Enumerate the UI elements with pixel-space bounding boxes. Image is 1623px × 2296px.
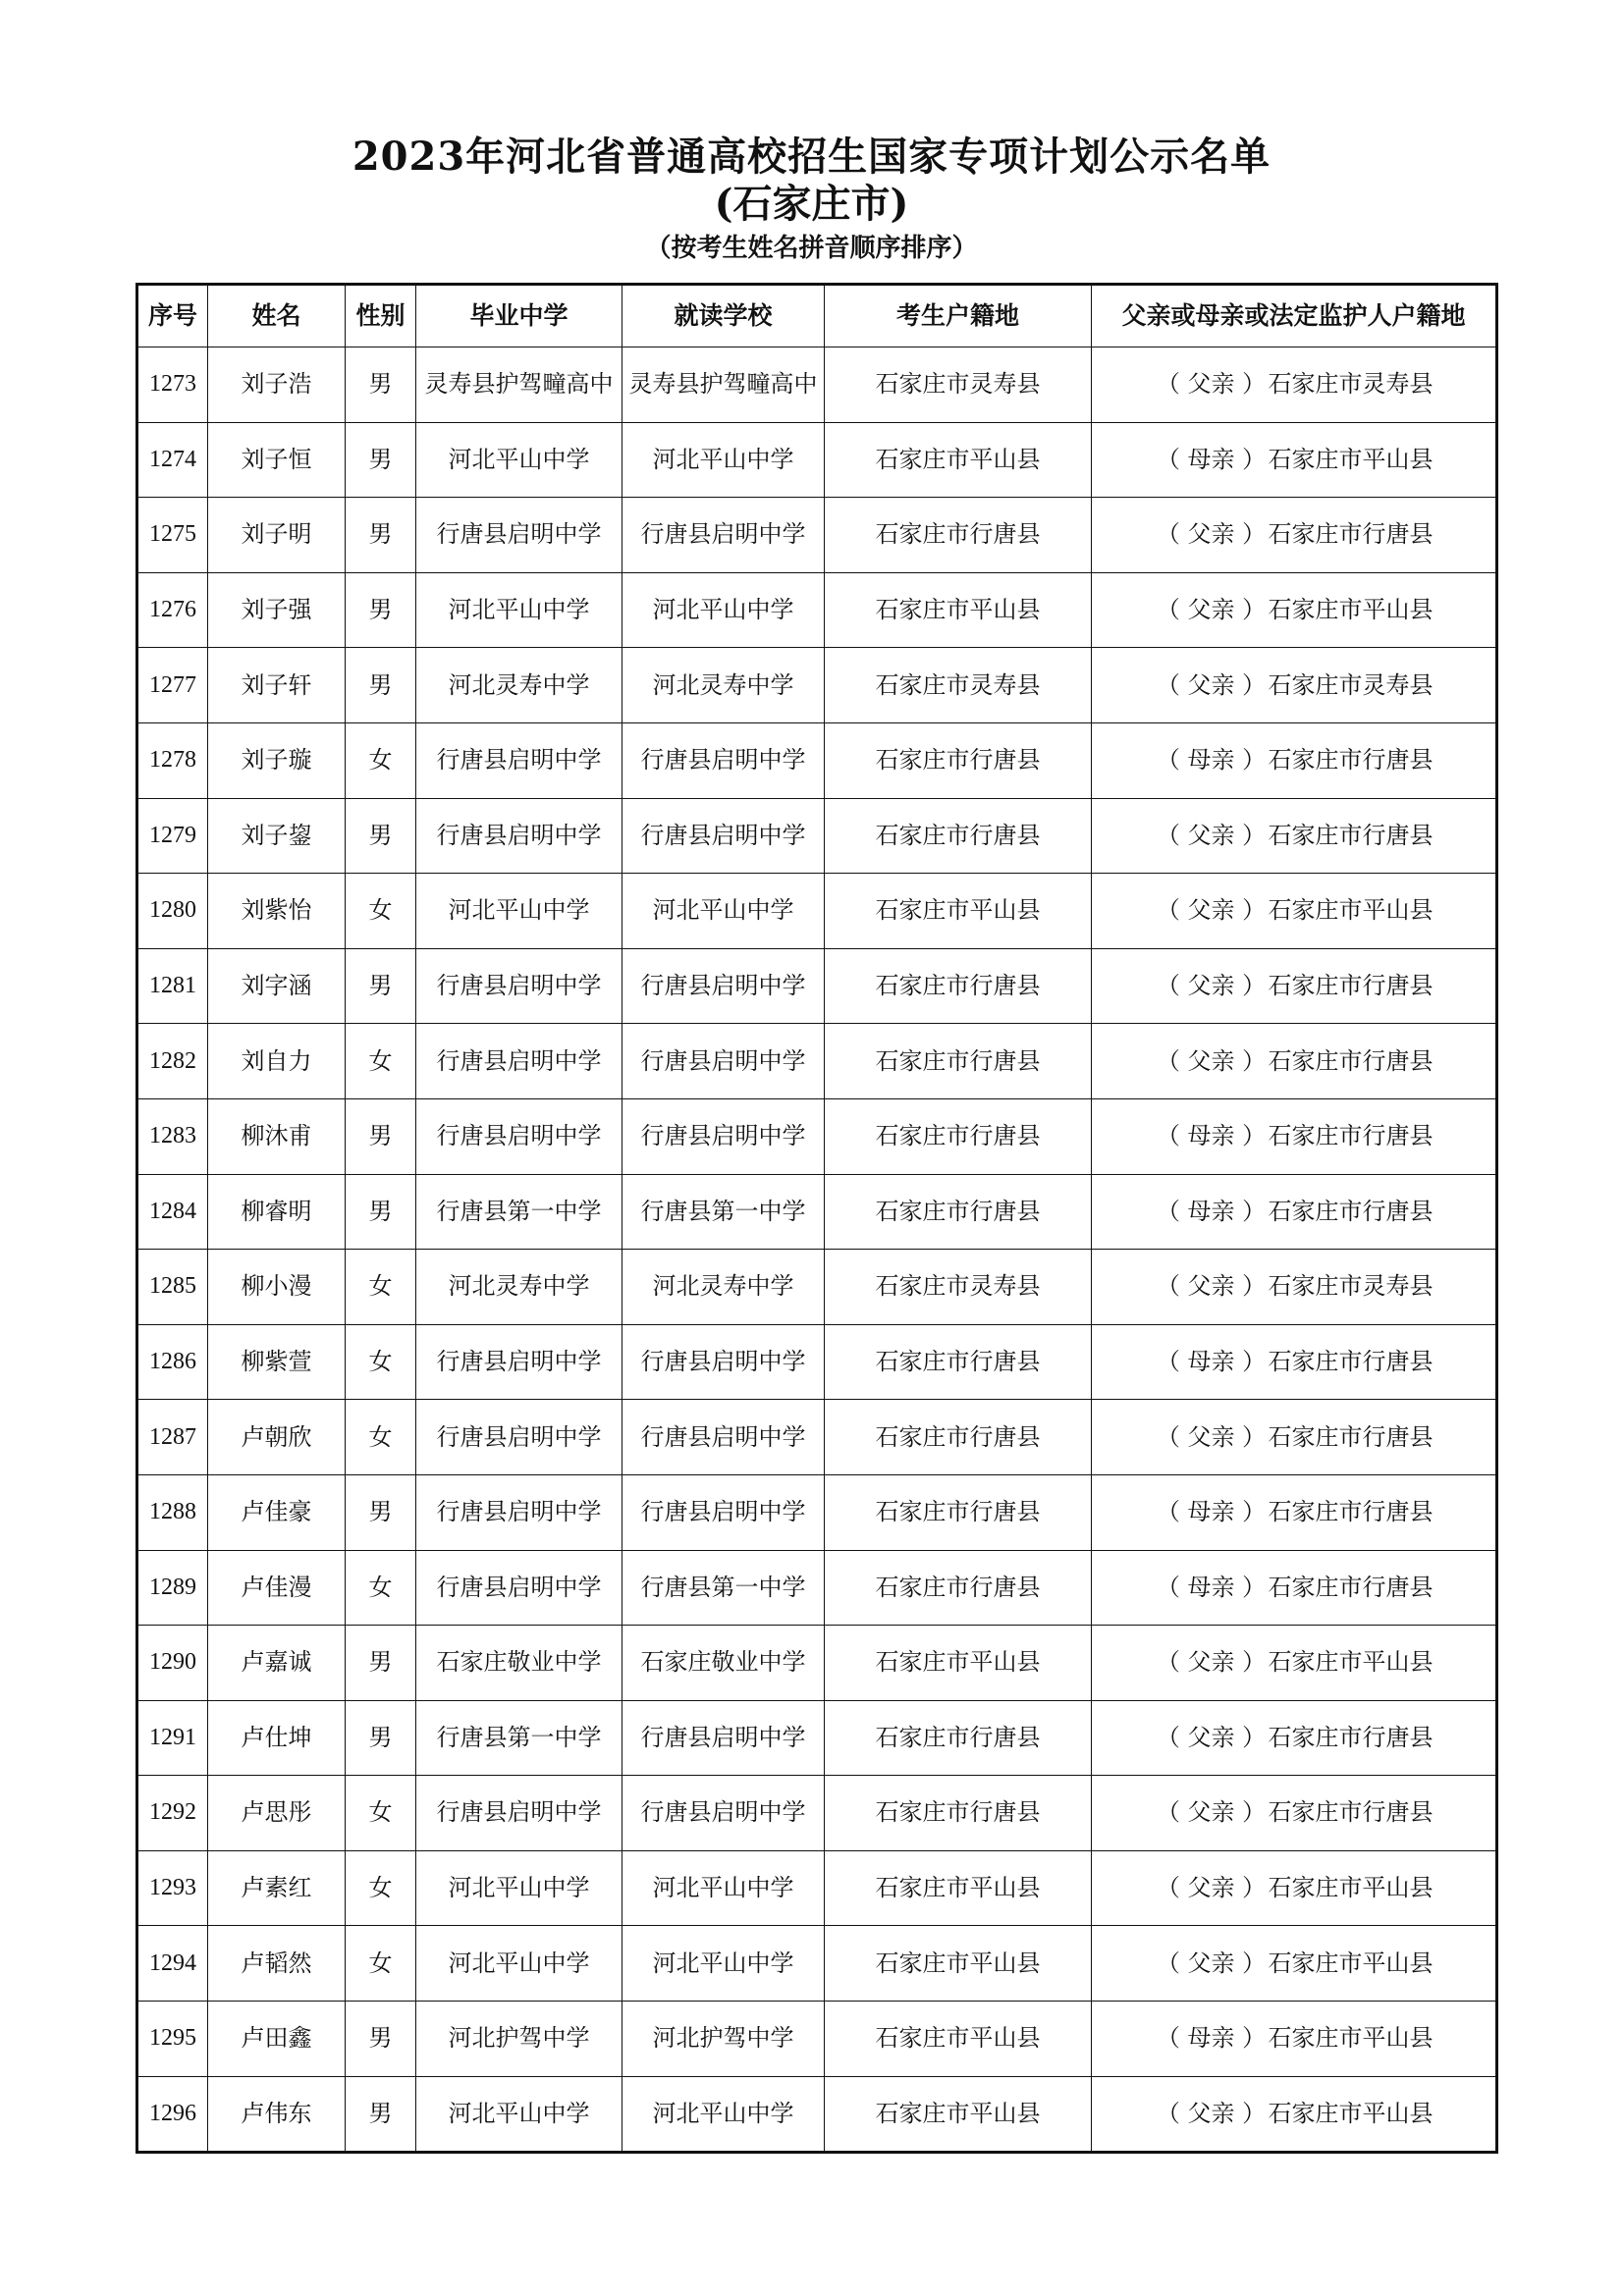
cell-current-school: 河北平山中学: [622, 572, 825, 648]
cell-current-school: 河北平山中学: [622, 1926, 825, 2002]
cell-grad-school: 河北灵寿中学: [416, 648, 622, 723]
cell-name: 卢韬然: [208, 1926, 346, 2002]
column-header-grad-school: 毕业中学: [416, 285, 622, 347]
cell-name: 刘子恒: [208, 422, 346, 498]
document-subtitle-city: (石家庄市): [714, 181, 909, 227]
cell-grad-school: 河北平山中学: [416, 422, 622, 498]
cell-guardian: [1092, 1926, 1497, 2002]
cell-guardian: [1092, 798, 1497, 874]
cell-guardian: [1092, 1776, 1497, 1851]
cell-name: 卢伟东: [208, 2076, 346, 2153]
cell-gender: 男: [346, 1098, 416, 1174]
cell-gender: 男: [346, 347, 416, 423]
cell-gender: 男: [346, 798, 416, 874]
cell-seq: 1280: [137, 874, 208, 949]
cell-current-school: 河北灵寿中学: [622, 648, 825, 723]
table-row: [137, 2076, 1497, 2153]
cell-grad-school: 行唐县第一中学: [416, 1174, 622, 1250]
cell-residence: 石家庄市平山县: [825, 2002, 1092, 2077]
cell-seq: 1273: [137, 347, 208, 423]
cell-guardian: [1092, 1250, 1497, 1325]
table-row: [137, 347, 1497, 423]
guardian-relation: （ 母亲 ）: [1156, 445, 1267, 473]
guardian-relation: （ 父亲 ）: [1156, 1949, 1267, 1977]
guardian-residence: 石家庄市行唐县: [1268, 1197, 1434, 1225]
cell-guardian: [1092, 1474, 1497, 1550]
guardian-residence: 石家庄市灵寿县: [1268, 1272, 1434, 1301]
cell-residence: 石家庄市行唐县: [825, 1550, 1092, 1626]
cell-name: 柳小漫: [208, 1250, 346, 1325]
table-row: [137, 1850, 1497, 1926]
cell-grad-school: 河北平山中学: [416, 1926, 622, 2002]
cell-current-school: 行唐县启明中学: [622, 1474, 825, 1550]
guardian-relation: （ 母亲 ）: [1156, 746, 1267, 774]
cell-guardian: [1092, 1174, 1497, 1250]
cell-seq: 1296: [137, 2076, 208, 2153]
cell-grad-school: 行唐县启明中学: [416, 1098, 622, 1174]
cell-name: 刘字涵: [208, 948, 346, 1024]
table-row: [137, 1174, 1497, 1250]
cell-residence: 石家庄市行唐县: [825, 798, 1092, 874]
guardian-residence: 石家庄市灵寿县: [1268, 670, 1434, 699]
cell-current-school: 行唐县启明中学: [622, 1024, 825, 1099]
cell-guardian: [1092, 722, 1497, 798]
guardian-relation: （ 母亲 ）: [1156, 1498, 1267, 1526]
guardian-relation: （ 父亲 ）: [1156, 370, 1267, 399]
cell-gender: 男: [346, 1700, 416, 1776]
cell-guardian: [1092, 498, 1497, 573]
cell-residence: 石家庄市平山县: [825, 874, 1092, 949]
table-body: [137, 347, 1497, 2153]
cell-seq: 1293: [137, 1850, 208, 1926]
table-row: [137, 1024, 1497, 1099]
cell-gender: 女: [346, 1324, 416, 1400]
cell-guardian: [1092, 572, 1497, 648]
cell-grad-school: 行唐县启明中学: [416, 948, 622, 1024]
cell-current-school: 行唐县启明中学: [622, 1400, 825, 1475]
cell-name: 刘子强: [208, 572, 346, 648]
cell-gender: 女: [346, 874, 416, 949]
cell-seq: 1287: [137, 1400, 208, 1475]
cell-grad-school: 行唐县启明中学: [416, 722, 622, 798]
cell-current-school: 行唐县启明中学: [622, 798, 825, 874]
guardian-relation: （ 父亲 ）: [1156, 821, 1267, 849]
guardian-residence: 石家庄市行唐县: [1268, 1422, 1434, 1451]
cell-seq: 1276: [137, 572, 208, 648]
cell-residence: 石家庄市行唐县: [825, 498, 1092, 573]
cell-grad-school: 行唐县启明中学: [416, 1324, 622, 1400]
cell-guardian: [1092, 1324, 1497, 1400]
cell-residence: 石家庄市行唐县: [825, 722, 1092, 798]
cell-name: 卢佳豪: [208, 1474, 346, 1550]
cell-gender: 男: [346, 648, 416, 723]
cell-current-school: 河北护驾中学: [622, 2002, 825, 2077]
cell-gender: 男: [346, 422, 416, 498]
cell-gender: 女: [346, 1400, 416, 1475]
cell-grad-school: 行唐县启明中学: [416, 1474, 622, 1550]
cell-residence: 石家庄市行唐县: [825, 1776, 1092, 1851]
cell-grad-school: 行唐县启明中学: [416, 1400, 622, 1475]
cell-guardian: [1092, 948, 1497, 1024]
cell-current-school: 行唐县启明中学: [622, 1098, 825, 1174]
cell-residence: 石家庄市平山县: [825, 1926, 1092, 2002]
cell-residence: 石家庄市平山县: [825, 572, 1092, 648]
guardian-residence: 石家庄市行唐县: [1268, 746, 1434, 774]
cell-residence: 石家庄市平山县: [825, 2076, 1092, 2153]
cell-name: 卢素红: [208, 1850, 346, 1926]
guardian-residence: 石家庄市行唐县: [1268, 971, 1434, 999]
table-row: [137, 1550, 1497, 1626]
cell-current-school: 行唐县第一中学: [622, 1174, 825, 1250]
guardian-relation: （ 父亲 ）: [1156, 595, 1267, 623]
cell-current-school: 河北平山中学: [622, 422, 825, 498]
table-row: [137, 1098, 1497, 1174]
guardian-relation: （ 父亲 ）: [1156, 896, 1267, 925]
cell-seq: 1275: [137, 498, 208, 573]
cell-gender: 女: [346, 1850, 416, 1926]
cell-gender: 女: [346, 1776, 416, 1851]
guardian-residence: 石家庄市灵寿县: [1268, 370, 1434, 399]
table-row: [137, 1474, 1497, 1550]
guardian-residence: 石家庄市平山县: [1268, 2024, 1434, 2053]
cell-guardian: [1092, 1850, 1497, 1926]
cell-guardian: [1092, 1626, 1497, 1701]
cell-residence: 石家庄市灵寿县: [825, 347, 1092, 423]
table-row: [137, 798, 1497, 874]
cell-name: 刘自力: [208, 1024, 346, 1099]
cell-gender: 男: [346, 948, 416, 1024]
cell-seq: 1294: [137, 1926, 208, 2002]
cell-grad-school: 河北平山中学: [416, 874, 622, 949]
table-row: [137, 1250, 1497, 1325]
guardian-relation: （ 父亲 ）: [1156, 1272, 1267, 1301]
cell-grad-school: 灵寿县护驾疃高中: [416, 347, 622, 423]
cell-current-school: 河北平山中学: [622, 874, 825, 949]
cell-guardian: [1092, 347, 1497, 423]
table-row: [137, 648, 1497, 723]
cell-residence: 石家庄市行唐县: [825, 1098, 1092, 1174]
cell-current-school: 行唐县启明中学: [622, 948, 825, 1024]
cell-name: 柳沐甫: [208, 1098, 346, 1174]
cell-residence: 石家庄市平山县: [825, 1626, 1092, 1701]
cell-guardian: [1092, 2076, 1497, 2153]
cell-gender: 男: [346, 1174, 416, 1250]
cell-residence: 石家庄市平山县: [825, 422, 1092, 498]
cell-residence: 石家庄市行唐县: [825, 948, 1092, 1024]
cell-name: 刘子鋆: [208, 798, 346, 874]
cell-gender: 男: [346, 1626, 416, 1701]
cell-residence: 石家庄市行唐县: [825, 1024, 1092, 1099]
cell-grad-school: 河北护驾中学: [416, 2002, 622, 2077]
cell-gender: 女: [346, 1024, 416, 1099]
guardian-relation: （ 父亲 ）: [1156, 1874, 1267, 1902]
guardian-residence: 石家庄市行唐县: [1268, 1573, 1434, 1601]
column-header-residence: 考生户籍地: [825, 285, 1092, 347]
cell-grad-school: 行唐县启明中学: [416, 1776, 622, 1851]
guardian-residence: 石家庄市平山县: [1268, 1874, 1434, 1902]
guardian-residence: 石家庄市平山县: [1268, 2099, 1434, 2127]
cell-residence: 石家庄市行唐县: [825, 1400, 1092, 1475]
cell-guardian: [1092, 1700, 1497, 1776]
cell-seq: 1290: [137, 1626, 208, 1701]
cell-current-school: 行唐县启明中学: [622, 1776, 825, 1851]
cell-guardian: [1092, 1024, 1497, 1099]
table-row: [137, 572, 1497, 648]
guardian-relation: （ 父亲 ）: [1156, 1798, 1267, 1827]
cell-gender: 男: [346, 498, 416, 573]
cell-name: 刘子明: [208, 498, 346, 573]
cell-grad-school: 河北灵寿中学: [416, 1250, 622, 1325]
guardian-relation: （ 父亲 ）: [1156, 670, 1267, 699]
cell-residence: 石家庄市行唐县: [825, 1324, 1092, 1400]
guardian-residence: 石家庄市行唐县: [1268, 1046, 1434, 1075]
guardian-relation: （ 父亲 ）: [1156, 1046, 1267, 1075]
cell-name: 卢田鑫: [208, 2002, 346, 2077]
cell-residence: 石家庄市行唐县: [825, 1700, 1092, 1776]
cell-name: 刘子璇: [208, 722, 346, 798]
cell-seq: 1288: [137, 1474, 208, 1550]
table-row: [137, 498, 1497, 573]
table-row: [137, 1926, 1497, 2002]
column-header-gender: 性别: [346, 285, 416, 347]
cell-gender: 男: [346, 572, 416, 648]
guardian-residence: 石家庄市行唐县: [1268, 1798, 1434, 1827]
cell-residence: 石家庄市平山县: [825, 1850, 1092, 1926]
guardian-relation: （ 母亲 ）: [1156, 2024, 1267, 2053]
cell-current-school: 河北平山中学: [622, 2076, 825, 2153]
guardian-residence: 石家庄市平山县: [1268, 595, 1434, 623]
cell-seq: 1281: [137, 948, 208, 1024]
cell-name: 卢嘉诚: [208, 1626, 346, 1701]
table-row: [137, 1400, 1497, 1475]
cell-name: 柳睿明: [208, 1174, 346, 1250]
cell-guardian: [1092, 422, 1497, 498]
table-header-row: [137, 285, 1497, 347]
cell-current-school: 行唐县第一中学: [622, 1550, 825, 1626]
cell-guardian: [1092, 1098, 1497, 1174]
guardian-relation: （ 母亲 ）: [1156, 1197, 1267, 1225]
cell-residence: 石家庄市行唐县: [825, 1174, 1092, 1250]
sort-order-note: （按考生姓名拼音顺序排序）: [645, 234, 978, 263]
cell-grad-school: 河北平山中学: [416, 2076, 622, 2153]
guardian-relation: （ 父亲 ）: [1156, 1422, 1267, 1451]
table-row: [137, 722, 1497, 798]
guardian-residence: 石家庄市平山县: [1268, 1949, 1434, 1977]
guardian-relation: （ 父亲 ）: [1156, 1723, 1267, 1751]
cell-name: 卢思彤: [208, 1776, 346, 1851]
cell-gender: 女: [346, 1926, 416, 2002]
cell-grad-school: 河北平山中学: [416, 1850, 622, 1926]
cell-guardian: [1092, 1400, 1497, 1475]
cell-name: 刘紫怡: [208, 874, 346, 949]
cell-seq: 1282: [137, 1024, 208, 1099]
cell-residence: 石家庄市灵寿县: [825, 648, 1092, 723]
cell-gender: 女: [346, 1550, 416, 1626]
cell-seq: 1283: [137, 1098, 208, 1174]
cell-seq: 1277: [137, 648, 208, 723]
cell-current-school: 行唐县启明中学: [622, 498, 825, 573]
guardian-residence: 石家庄市行唐县: [1268, 1122, 1434, 1150]
cell-current-school: 石家庄敬业中学: [622, 1626, 825, 1701]
cell-name: 卢仕坤: [208, 1700, 346, 1776]
guardian-relation: （ 父亲 ）: [1156, 971, 1267, 999]
cell-gender: 女: [346, 722, 416, 798]
cell-seq: 1278: [137, 722, 208, 798]
column-header-current-school: 就读学校: [622, 285, 825, 347]
cell-seq: 1292: [137, 1776, 208, 1851]
cell-current-school: 河北平山中学: [622, 1850, 825, 1926]
table-row: [137, 2002, 1497, 2077]
table-row: [137, 1700, 1497, 1776]
cell-seq: 1286: [137, 1324, 208, 1400]
cell-seq: 1284: [137, 1174, 208, 1250]
cell-name: 卢佳漫: [208, 1550, 346, 1626]
cell-name: 柳紫萱: [208, 1324, 346, 1400]
guardian-residence: 石家庄市行唐县: [1268, 1723, 1434, 1751]
guardian-relation: （ 母亲 ）: [1156, 1122, 1267, 1150]
guardian-relation: （ 母亲 ）: [1156, 1347, 1267, 1375]
cell-guardian: [1092, 2002, 1497, 2077]
table-row: [137, 1776, 1497, 1851]
cell-name: 刘子浩: [208, 347, 346, 423]
column-header-seq: 序号: [137, 285, 208, 347]
cell-guardian: [1092, 1550, 1497, 1626]
cell-gender: 男: [346, 2002, 416, 2077]
cell-grad-school: 行唐县启明中学: [416, 1024, 622, 1099]
guardian-relation: （ 母亲 ）: [1156, 1573, 1267, 1601]
guardian-relation: （ 父亲 ）: [1156, 1648, 1267, 1677]
guardian-relation: （ 父亲 ）: [1156, 520, 1267, 549]
cell-current-school: 行唐县启明中学: [622, 1700, 825, 1776]
guardian-residence: 石家庄市平山县: [1268, 1648, 1434, 1677]
cell-seq: 1274: [137, 422, 208, 498]
cell-seq: 1289: [137, 1550, 208, 1626]
guardian-residence: 石家庄市行唐县: [1268, 1347, 1434, 1375]
cell-grad-school: 河北平山中学: [416, 572, 622, 648]
cell-gender: 男: [346, 1474, 416, 1550]
cell-grad-school: 行唐县启明中学: [416, 798, 622, 874]
cell-current-school: 灵寿县护驾疃高中: [622, 347, 825, 423]
cell-current-school: 行唐县启明中学: [622, 722, 825, 798]
roster-table: [135, 283, 1498, 2154]
column-header-guardian-residence: 父亲或母亲或法定监护人户籍地: [1092, 285, 1497, 347]
cell-guardian: [1092, 648, 1497, 723]
guardian-residence: 石家庄市行唐县: [1268, 520, 1434, 549]
cell-seq: 1285: [137, 1250, 208, 1325]
guardian-residence: 石家庄市平山县: [1268, 445, 1434, 473]
cell-seq: 1291: [137, 1700, 208, 1776]
column-header-name: 姓名: [208, 285, 346, 347]
cell-name: 刘子轩: [208, 648, 346, 723]
guardian-residence: 石家庄市行唐县: [1268, 1498, 1434, 1526]
table-row: [137, 1324, 1497, 1400]
cell-grad-school: 石家庄敬业中学: [416, 1626, 622, 1701]
guardian-residence: 石家庄市平山县: [1268, 896, 1434, 925]
table-row: [137, 1626, 1497, 1701]
guardian-relation: （ 父亲 ）: [1156, 2099, 1267, 2127]
cell-gender: 男: [346, 2076, 416, 2153]
cell-name: 卢朝欣: [208, 1400, 346, 1475]
cell-residence: 石家庄市灵寿县: [825, 1250, 1092, 1325]
cell-seq: 1279: [137, 798, 208, 874]
cell-grad-school: 行唐县第一中学: [416, 1700, 622, 1776]
table-row: [137, 874, 1497, 949]
cell-current-school: 河北灵寿中学: [622, 1250, 825, 1325]
guardian-residence: 石家庄市行唐县: [1268, 821, 1434, 849]
document-title: 2023年河北省普通高校招生国家专项计划公示名单: [352, 133, 1271, 180]
cell-grad-school: 行唐县启明中学: [416, 1550, 622, 1626]
table-row: [137, 948, 1497, 1024]
cell-current-school: 行唐县启明中学: [622, 1324, 825, 1400]
cell-residence: 石家庄市行唐县: [825, 1474, 1092, 1550]
cell-gender: 女: [346, 1250, 416, 1325]
cell-seq: 1295: [137, 2002, 208, 2077]
cell-grad-school: 行唐县启明中学: [416, 498, 622, 573]
cell-guardian: [1092, 874, 1497, 949]
table-row: [137, 422, 1497, 498]
